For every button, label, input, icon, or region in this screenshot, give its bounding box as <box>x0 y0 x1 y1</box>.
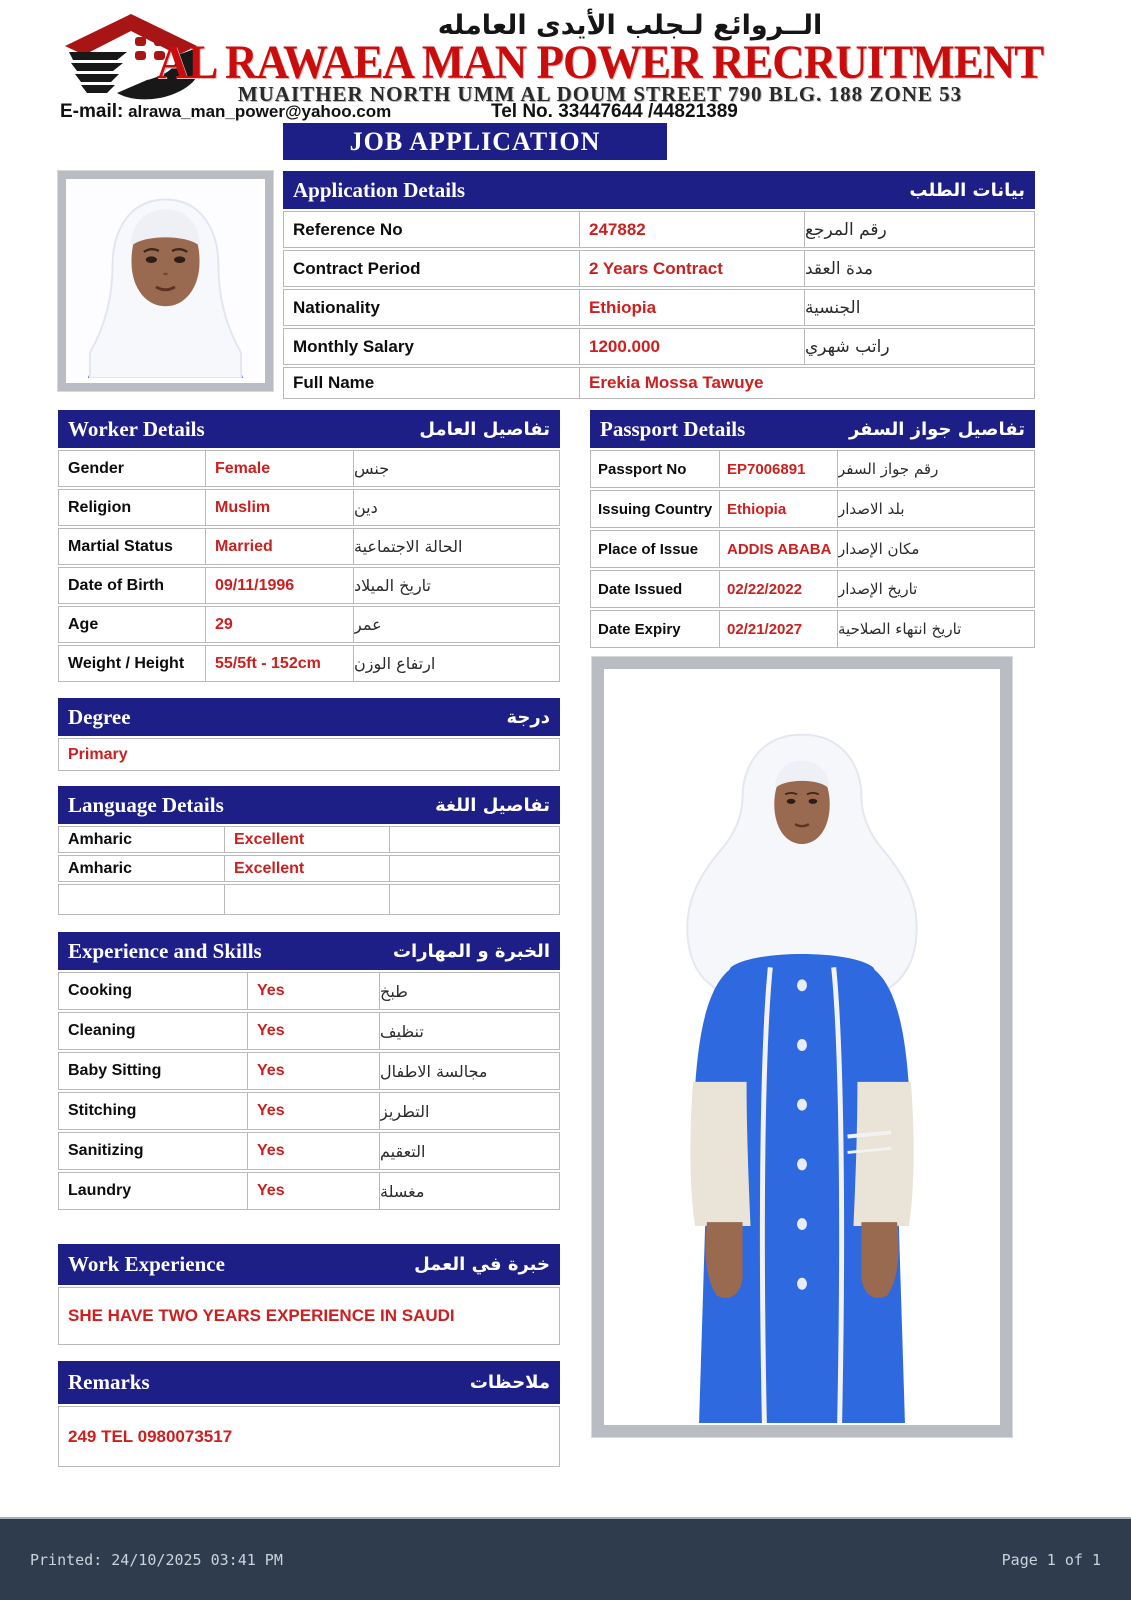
passport-details-section <box>590 410 1035 648</box>
work-experience-header <box>58 1244 560 1285</box>
degree-header <box>58 698 560 736</box>
table-row: Date of Birth 09/11/1996 تاريخ الميلاد <box>58 567 560 604</box>
remarks-header <box>58 1361 560 1404</box>
remarks-section <box>58 1361 560 1467</box>
table-row: Passport No EP7006891 رقم جواز السفر <box>590 450 1035 488</box>
table-row: Religion Muslim دين <box>58 489 560 526</box>
remarks-value: 249 TEL 0980073517 <box>58 1406 560 1467</box>
section-title-ar: تفاصيل العامل <box>419 418 550 440</box>
section-title-en: Degree <box>68 704 131 729</box>
page-footer <box>0 1517 1131 1600</box>
application-details-header <box>283 171 1035 209</box>
table-row: Age 29 عمر <box>58 606 560 643</box>
table-row: Contract Period 2 Years Contract مدة العقد <box>283 250 1035 287</box>
degree-section <box>58 698 560 771</box>
table-row: Monthly Salary 1200.000 راتب شهري <box>283 328 1035 365</box>
company-name: AL RAWAEA MAN POWER RECRUITMENT <box>156 35 1044 89</box>
contact-line <box>60 101 1060 123</box>
section-title-ar: بيانات الطلب <box>909 179 1025 201</box>
section-title-en: Worker Details <box>68 416 205 441</box>
section-title-ar: تفاصيل اللغة <box>435 794 550 816</box>
experience-skills-header <box>58 932 560 970</box>
section-title-ar: خبرة في العمل <box>414 1254 550 1275</box>
language-details-header <box>58 786 560 824</box>
language-details-section <box>58 786 560 915</box>
work-experience-value: SHE HAVE TWO YEARS EXPERIENCE IN SAUDI <box>58 1287 560 1345</box>
table-row: Cleaning Yes تنظيف <box>58 1012 560 1050</box>
section-title-en: Work Experience <box>68 1252 225 1276</box>
passport-details-header <box>590 410 1035 448</box>
table-row: Cooking Yes طبخ <box>58 972 560 1010</box>
table-row: Reference No 247882 رقم المرجع <box>283 211 1035 248</box>
email-label: E-mail: <box>60 101 124 122</box>
table-row: Baby Sitting Yes مجالسة الاطفال <box>58 1052 560 1090</box>
table-row: Gender Female جنس <box>58 450 560 487</box>
worker-details-header <box>58 410 560 448</box>
section-title-en: Language Details <box>68 792 224 817</box>
work-experience-section <box>58 1244 560 1345</box>
table-row: Sanitizing Yes التعقيم <box>58 1132 560 1170</box>
table-row: Stitching Yes التطريز <box>58 1092 560 1130</box>
section-title-en: Remarks <box>68 1370 150 1394</box>
applicant-full-length-photo <box>592 657 1012 1437</box>
table-row: Weight / Height 55/5ft - 152cm ارتفاع الوزن <box>58 645 560 682</box>
company-address: MUAITHER NORTH UMM AL DOUM STREET 790 BLG. 188 ZONE 53 <box>237 82 963 106</box>
table-row: Date Expiry 02/21/2027 تاريخ انتهاء الصلاحية <box>590 610 1035 648</box>
table-row <box>58 884 560 915</box>
table-row: Date Issued 02/22/2022 تاريخ الإصدار <box>590 570 1035 608</box>
printed-timestamp: Printed: 24/10/2025 03:41 PM <box>30 1550 283 1569</box>
applicant-portrait-photo <box>58 171 273 391</box>
section-title-ar: تفاصيل جواز السفر <box>848 418 1025 440</box>
page-title: JOB APPLICATION <box>283 123 667 160</box>
table-row: Amharic Excellent <box>58 826 560 853</box>
email-value: alrawa_man_power@yahoo.com <box>128 102 392 121</box>
table-row: Issuing Country Ethiopia بلد الاصدار <box>590 490 1035 528</box>
telephone-value: Tel No. 33447644 /44821389 <box>491 101 738 122</box>
section-title-ar: درجة <box>506 706 550 728</box>
table-row: Full Name Erekia Mossa Tawuye <box>283 367 1035 399</box>
section-title-ar: الخبرة و المهارات <box>392 940 550 962</box>
table-row: Place of Issue ADDIS ABABA مكان الإصدار <box>590 530 1035 568</box>
section-title-en: Application Details <box>293 177 466 202</box>
experience-skills-section <box>58 932 560 1210</box>
section-title-ar: ملاحظات <box>469 1372 550 1393</box>
worker-details-section <box>58 410 560 682</box>
table-row: Laundry Yes مغسلة <box>58 1172 560 1210</box>
section-title-en: Passport Details <box>600 416 746 441</box>
table-row: Nationality Ethiopia الجنسية <box>283 289 1035 326</box>
page-number: Page 1 of 1 <box>1001 1550 1101 1569</box>
table-row: Martial Status Married الحالة الاجتماعية <box>58 528 560 565</box>
application-details-section <box>283 171 1035 399</box>
degree-value: Primary <box>58 738 560 771</box>
table-row: Amharic Excellent <box>58 855 560 882</box>
header-arabic-title: الــروائع لـجلب الأيدى العامله <box>437 10 823 41</box>
section-title-en: Experience and Skills <box>68 938 262 963</box>
